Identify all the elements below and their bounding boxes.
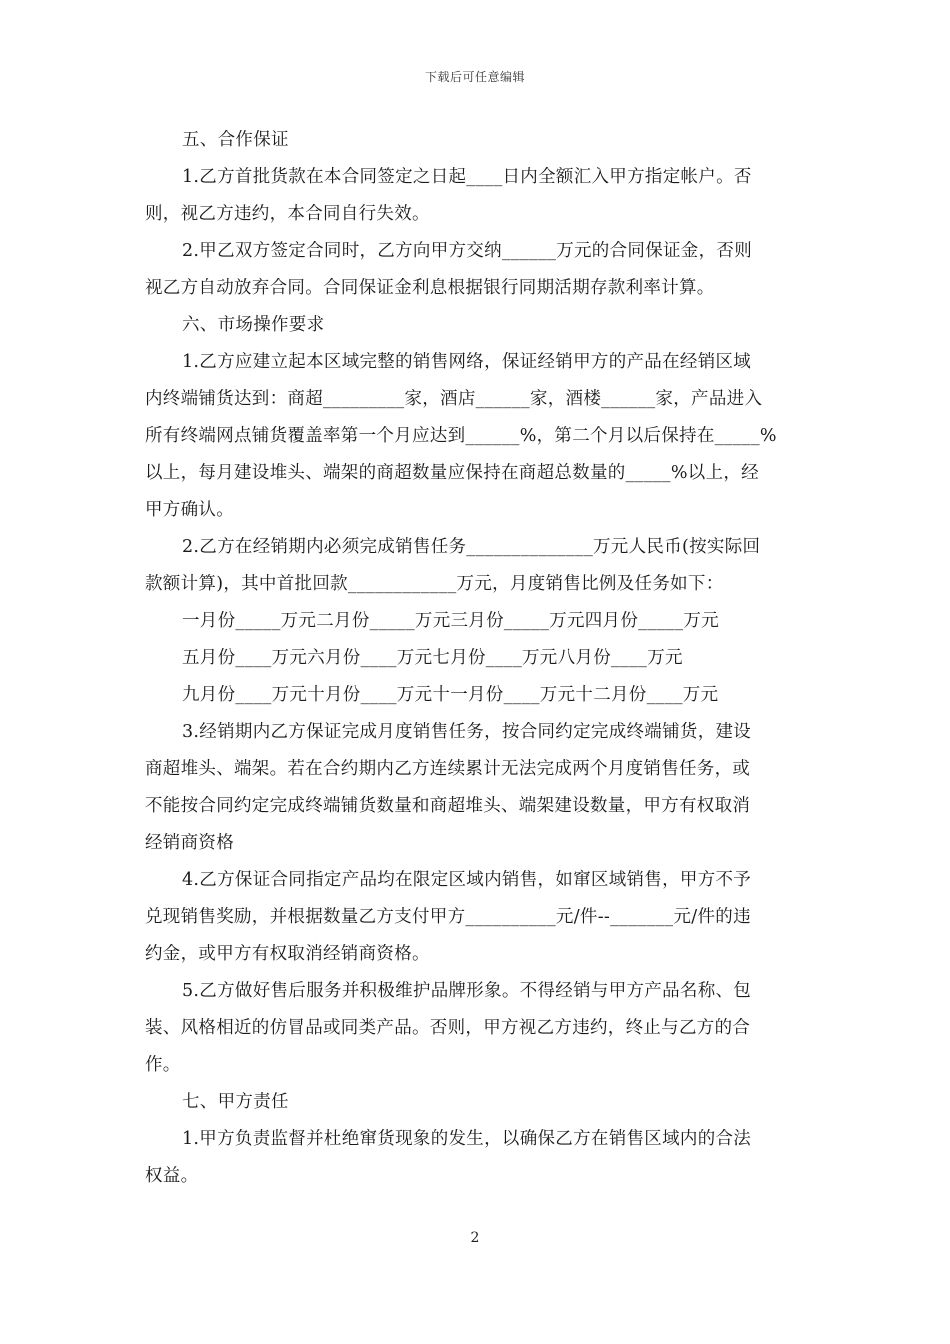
monthly-quota-line: 九月份____万元十月份____万元十一月份____万元十二月份____万元 [182, 685, 719, 705]
paragraph-line: 兑现销售奖励，并根据数量乙方支付甲方__________元/件--_______元/件的违 [145, 907, 751, 927]
header-note: 下载后可任意编辑 [424, 70, 525, 84]
paragraph-line: 权益。 [145, 1166, 199, 1186]
paragraph-line: 所有终端网点铺货覆盖率第一个月应达到______%，第二个月以后保持在_____% [145, 426, 777, 446]
monthly-quota-line: 五月份____万元六月份____万元七月份____万元八月份____万元 [182, 648, 683, 668]
paragraph-line: 作。 [145, 1055, 181, 1075]
paragraph-line: 2.乙方在经销期内必须完成销售任务______________万元人民币(按实际回 [182, 537, 761, 557]
paragraph-line: 2.甲乙双方签定合同时，乙方向甲方交纳______万元的合同保证金，否则 [182, 241, 752, 261]
paragraph-line: 约金，或甲方有权取消经销商资格。 [145, 944, 430, 964]
paragraph-line: 1.乙方应建立起本区域完整的销售网络，保证经销甲方的产品在经销区域 [182, 352, 752, 372]
contract-body [145, 122, 809, 1195]
paragraph-line: 1.乙方首批货款在本合同签定之日起____日内全额汇入甲方指定帐户。否 [182, 167, 752, 187]
monthly-quota-line: 一月份_____万元二月份_____万元三月份_____万元四月份_____万元 [182, 611, 719, 631]
section-heading: 六、市场操作要求 [182, 315, 325, 335]
paragraph-line: 5.乙方做好售后服务并积极维护品牌形象。不得经销与甲方产品名称、包 [182, 981, 752, 1001]
section-heading: 七、甲方责任 [182, 1092, 289, 1112]
paragraph-line: 经销商资格 [145, 833, 234, 853]
paragraph-line: 商超堆头、端架。若在合约期内乙方连续累计无法完成两个月度销售任务，或 [145, 759, 751, 779]
paragraph-line: 3.经销期内乙方保证完成月度销售任务，按合同约定完成终端铺货，建设 [182, 722, 752, 742]
paragraph-line: 4.乙方保证合同指定产品均在限定区域内销售，如窜区域销售，甲方不予 [182, 870, 752, 890]
paragraph-line: 装、风格相近的仿冒品或同类产品。否则，甲方视乙方违约，终止与乙方的合 [145, 1018, 751, 1038]
page-number: 2 [470, 1230, 480, 1246]
paragraph-line: 1.甲方负责监督并杜绝窜货现象的发生，以确保乙方在销售区域内的合法 [182, 1129, 752, 1149]
paragraph-line: 以上，每月建设堆头、端架的商超数量应保持在商超总数量的_____%以上，经 [145, 463, 759, 483]
paragraph-line: 不能按合同约定完成终端铺货数量和商超堆头、端架建设数量，甲方有权取消 [145, 796, 751, 816]
paragraph-line: 视乙方自动放弃合同。合同保证金利息根据银行同期活期存款利率计算。 [145, 278, 715, 298]
paragraph-line: 款额计算)，其中首批回款____________万元，月度销售比例及任务如下： [145, 574, 724, 594]
paragraph-line: 则，视乙方违约，本合同自行失效。 [145, 204, 430, 224]
section-heading: 五、合作保证 [182, 130, 289, 150]
paragraph-line: 甲方确认。 [145, 500, 234, 520]
paragraph-line: 内终端铺货达到：商超_________家，酒店______家，酒楼______家，产品进入 [145, 389, 763, 409]
